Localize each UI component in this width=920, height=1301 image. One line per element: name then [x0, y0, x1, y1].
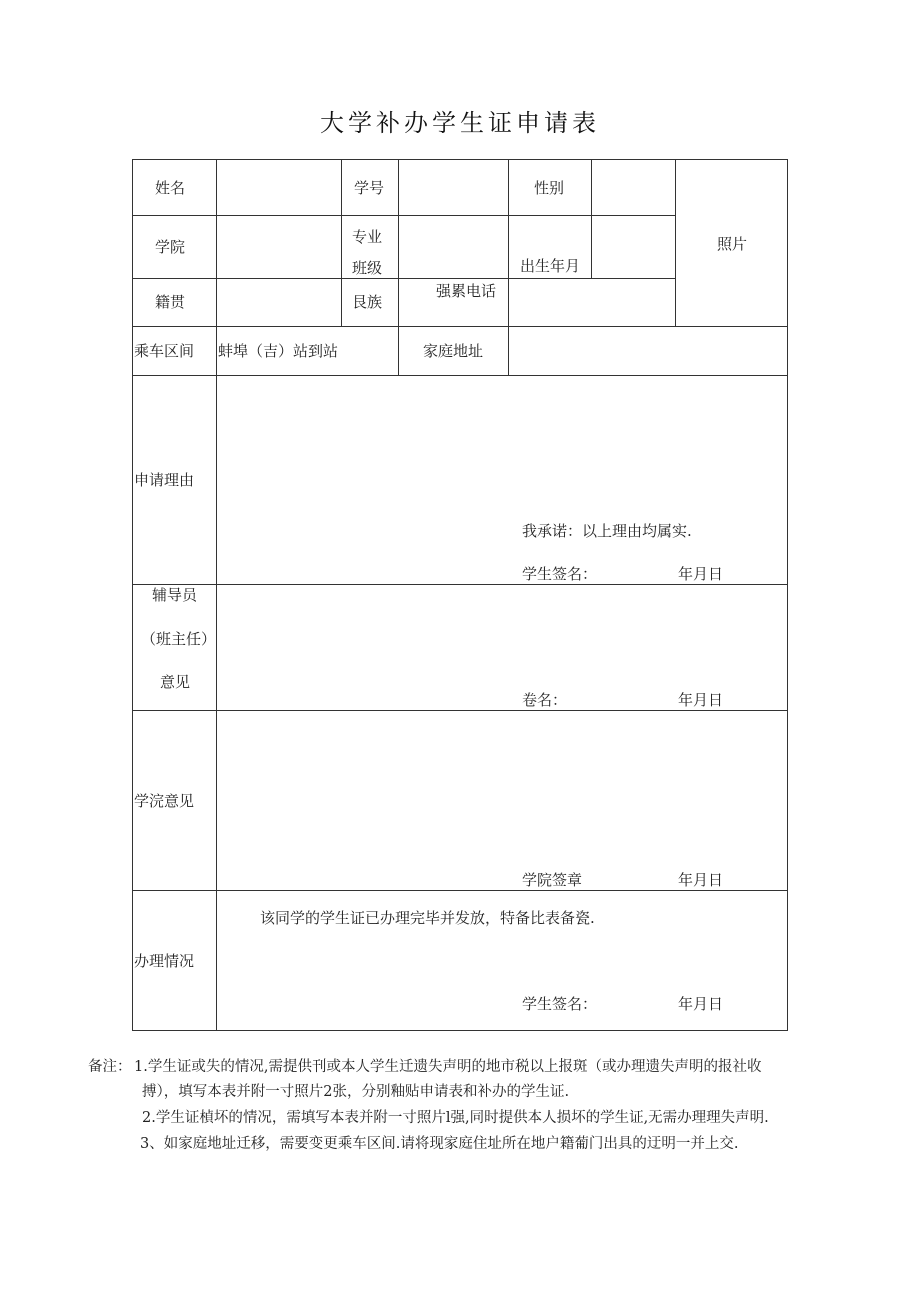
row-divider: [132, 326, 787, 327]
college-label: 学院: [155, 238, 186, 256]
contact-phone-label: 强累电话: [436, 282, 497, 300]
name-label: 姓名: [155, 179, 186, 197]
row-divider: [132, 890, 787, 891]
counselor-label-head-teacher: （班主任）: [141, 630, 217, 648]
date-label: 年月日: [678, 691, 724, 709]
college-seal-label: 学院签章: [522, 871, 583, 889]
row-divider: [132, 375, 787, 376]
note-1-line-2: 搏），填写本表并附一寸照片2张，分别釉贴申请表和补办的学生证.: [142, 1084, 570, 1100]
table-border-right: [787, 159, 788, 1031]
reason-label: 申请理由: [134, 471, 195, 489]
gender-label: 性别: [534, 179, 565, 197]
date-label: 年月日: [678, 871, 724, 889]
row-divider: [132, 710, 787, 711]
route-label: 乘车区间: [134, 342, 195, 360]
column-divider: [591, 159, 592, 278]
note-1-line-1: 1.学生证或失的情况,需提供刊或本人学生迁遗失声明的地市税以上报斑（或办理遗失声明的报社收: [134, 1059, 762, 1075]
birth-date-label: 出生年月: [520, 257, 581, 275]
photo-label: 照片: [717, 235, 748, 253]
table-border-left: [132, 159, 133, 1031]
class-label: 班级: [352, 259, 383, 277]
counselor-signature-label: 卷名：: [522, 691, 568, 709]
student-id-label: 学号: [354, 179, 385, 197]
row-divider: [132, 215, 675, 216]
column-divider: [508, 159, 509, 375]
ethnicity-label: 艮族: [352, 293, 383, 311]
row-divider: [132, 278, 675, 279]
column-divider: [216, 159, 217, 1031]
row-divider: [132, 584, 787, 585]
route-value: 蚌埠（吉）站到站: [218, 342, 339, 360]
processing-signature-label: 学生签名：: [522, 995, 598, 1013]
column-divider: [675, 159, 676, 326]
column-divider: [398, 159, 399, 375]
date-label: 年月日: [678, 995, 724, 1013]
note-3: 3、如家庭地址迁移，需要变更乘车区间.请将现家庭住址所在地户籍葡门出具的迂明一并上交.: [140, 1136, 739, 1152]
processing-text: 该同学的学生证已办理完毕并发放，特备比表备瓷.: [260, 909, 595, 927]
student-signature-label: 学生签名：: [522, 565, 598, 583]
counselor-label: 辅导员: [152, 586, 198, 604]
major-label: 专业: [352, 228, 383, 246]
table-border-top: [132, 159, 787, 160]
college-opinion-label: 学浣意见: [134, 792, 195, 810]
home-address-label: 家庭地址: [423, 342, 484, 360]
reason-pledge: 我承诺：以上理由均属实.: [522, 522, 692, 540]
native-place-label: 籍贯: [155, 293, 186, 311]
processing-label: 办理情况: [134, 952, 195, 970]
counselor-opinion-label: 意见: [160, 673, 191, 691]
note-2: 2.学生证楨坏的情况，需填写本表并附一寸照片l强,同时提供本人损坏的学生证,无需办理理失声明.: [142, 1110, 769, 1126]
notes-prefix: 备注：: [88, 1059, 132, 1075]
table-border-bottom: [132, 1030, 787, 1031]
date-label: 年月日: [678, 565, 724, 583]
column-divider: [341, 159, 342, 326]
form-title: 大学补办学生证申请表: [320, 109, 600, 137]
